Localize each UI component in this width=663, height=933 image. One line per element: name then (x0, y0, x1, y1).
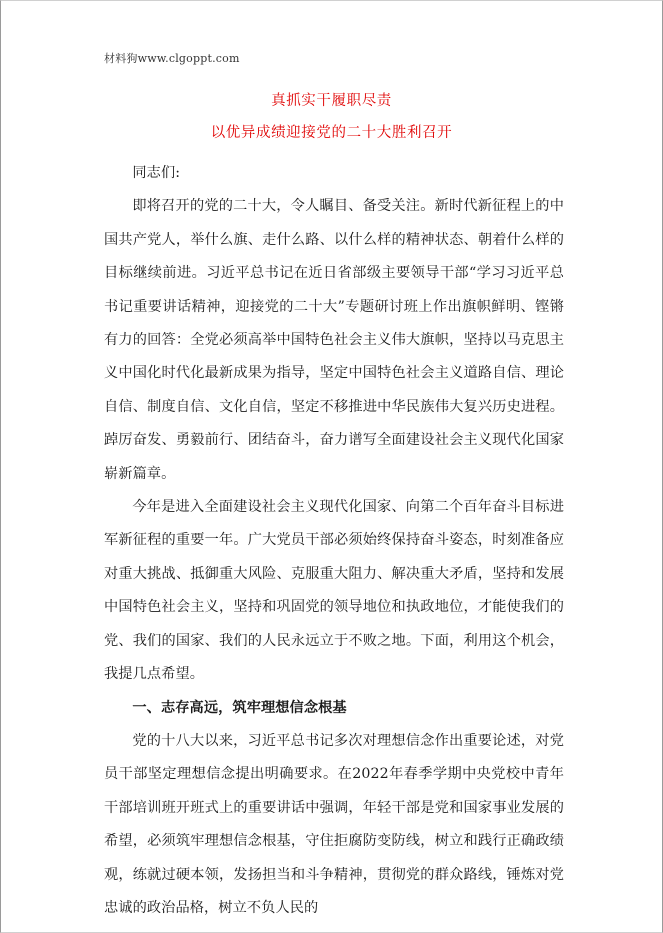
paragraph-2: 今年是进入全面建设社会主义现代化国家、向第二个百年奋斗目标进军新征程的重要一年。广大党员干部必须始终保持奋斗姿态，时刻准备应对重大挑战、抵御重大风险、克服重大阻力、解决重大矛盾，坚持和发展中国特色社会主义，坚持和巩固党的领导地位和执政地位，才能使我们的党、我们的国家、我们的人民永远立于不败之地。下面，利用这个机会，我提几点希望。 (104, 499, 564, 683)
document-title: 真抓实干履职尽责 (271, 93, 392, 109)
document-body (104, 157, 564, 925)
paragraph-3: 党的十八大以来，习近平总书记多次对理想信念作出重要论述，对党员干部坚定理想信念提出明确要求。在2022年春季学期中央党校中青年干部培训班开班式上的重要讲话中强调，年轻干部是党和国家事业发展的希望，必须筑牢理想信念根基，守住拒腐防变防线，树立和践行正确政绩观，练就过硬本领，发扬担当和斗争精神，贯彻党的群众路线，锤炼对党忠诚的政治品格，树立不负人民的 (104, 732, 564, 916)
source-watermark: 材料狗www.clgoppt.com (104, 52, 240, 65)
salutation: 同志们: (132, 165, 181, 181)
document-subtitle: 以优异成绩迎接党的二十大胜利召开 (210, 125, 453, 141)
paragraph-1: 即将召开的党的二十大，令人瞩目、备受关注。新时代新征程上的中国共产党人，举什么旗、走什么路、以什么样的精神状态、朝着什么样的目标继续前进。习近平总书记在近日省部级主要领导干部“学习习近平总书记重要讲话精神，迎接党的二十大”专题研讨班上作出旗帜鲜明、铿锵有力的回答：全党必须高举中国特色社会主义伟大旗帜，坚持以马克思主义中国化时代化最新成果为指导，坚定中国特色社会主义道路自信、理论自信、制度自信、文化自信，坚定不移推进中华民族伟大复兴历史进程。踔厉奋发、勇毅前行、团结奋斗，奋力谱写全面建设社会主义现代化国家崭新篇章。 (104, 198, 564, 482)
section-heading-1: 一、志存高远，筑牢理想信念根基 (132, 699, 347, 716)
